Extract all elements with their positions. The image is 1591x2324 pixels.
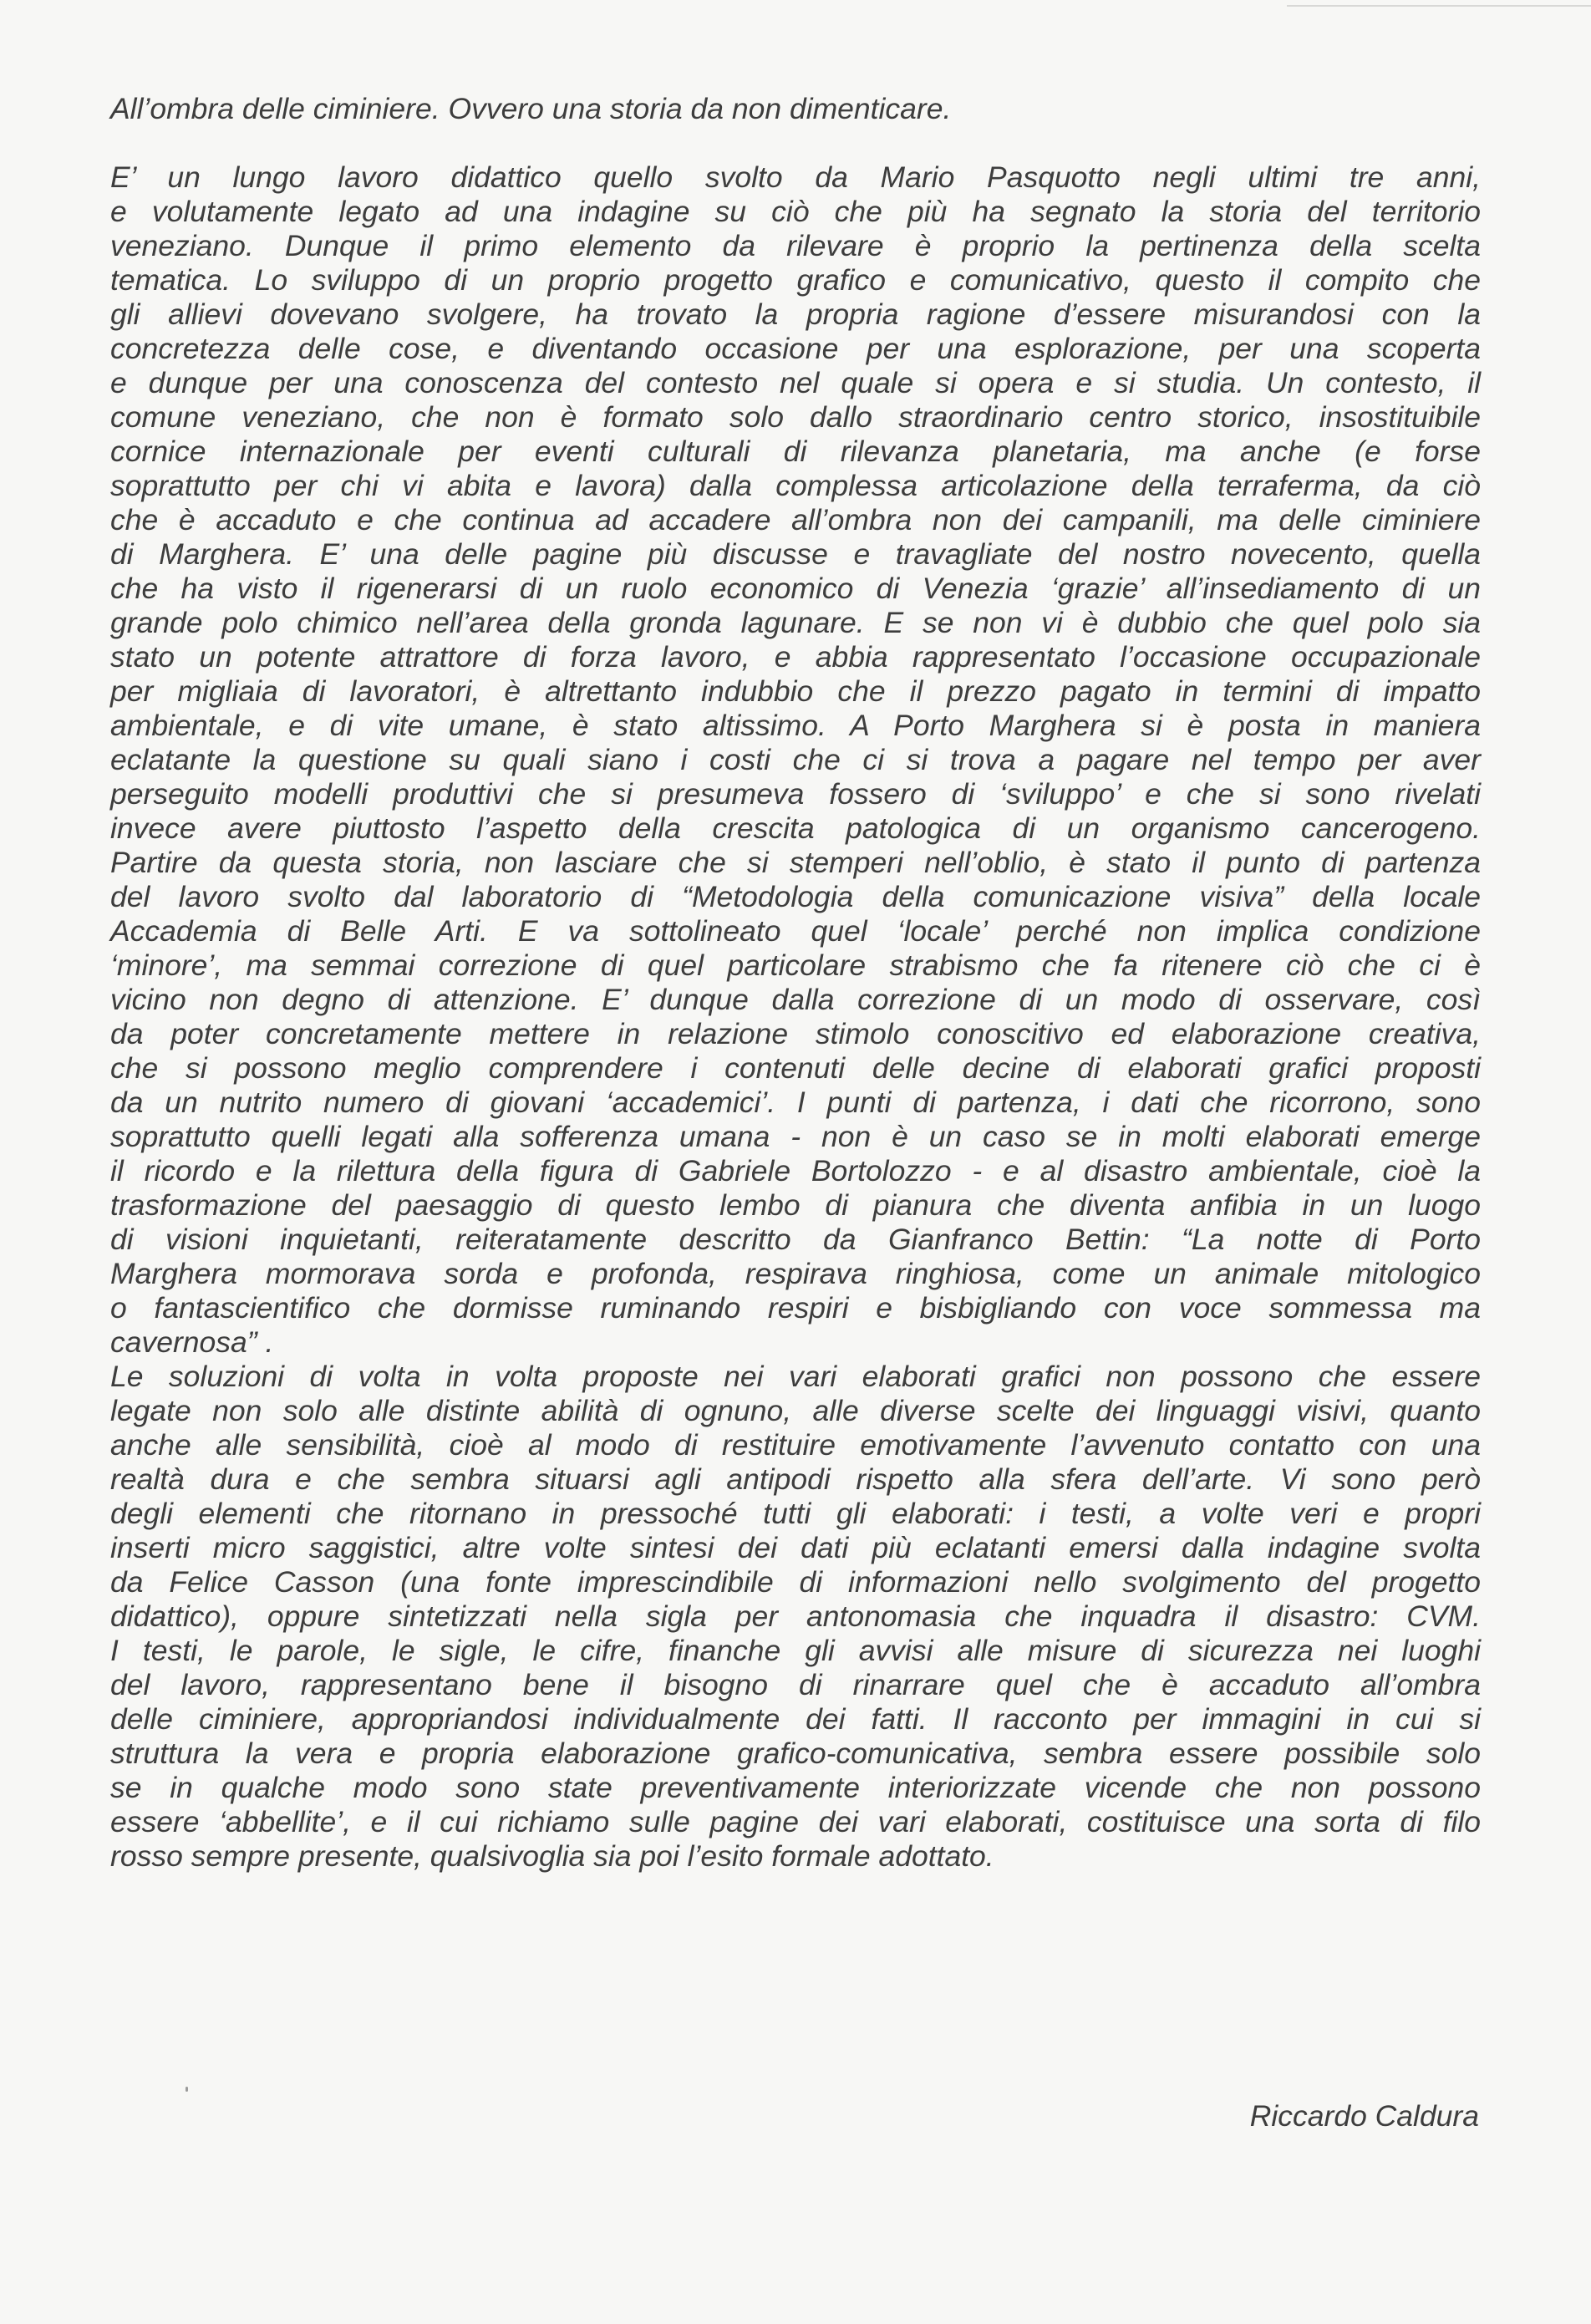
body-text-line: gli allievi dovevano svolgere, ha trovato la propria ragione d’essere misurandosi con la [110, 297, 1481, 331]
body-text-line: veneziano. Dunque il primo elemento da rilevare è proprio la pertinenza della scelta [110, 229, 1481, 262]
body-text-line: E’ un lungo lavoro didattico quello svolto da Mario Pasquotto negli ultimi tre anni, [110, 160, 1481, 194]
body-text-line: Le soluzioni di volta in volta proposte nei vari elaborati grafici non possono che essere [110, 1360, 1481, 1393]
body-text-line: da un nutrito numero di giovani ‘accademici’. I punti di partenza, i dati che ricorrono, sono [110, 1086, 1481, 1119]
body-text-line: ‘minore’, ma semmai correzione di quel particolare strabismo che fa ritenere ciò che ci è [110, 948, 1481, 982]
body-text-line: Partire da questa storia, non lasciare che si stemperi nell’oblio, è stato il punto di partenza [110, 846, 1481, 879]
body-text-line: Accademia di Belle Arti. E va sottolineato quel ‘locale’ perché non implica condizione [110, 914, 1481, 948]
body-text-line: comune veneziano, che non è formato solo dallo straordinario centro storico, insostituibile [110, 400, 1481, 434]
body-text-line: trasformazione del paesaggio di questo lembo di pianura che diventa anfibia in un luogo [110, 1188, 1481, 1222]
body-text-line: se in qualche modo sono state preventivamente interiorizzate vicende che non possono [110, 1771, 1481, 1804]
body-text-line: di Marghera. E’ una delle pagine più discusse e travagliate del nostro novecento, quella [110, 537, 1481, 571]
body-text-line: soprattutto quelli legati alla sofferenza umana - non è un caso se in molti elaborati emerge [110, 1120, 1481, 1153]
body-text-line: perseguito modelli produttivi che si presumeva fossero di ‘sviluppo’ e che si sono rivelati [110, 777, 1481, 811]
body-text-line: ambientale, e di vite umane, è stato altissimo. A Porto Marghera si è posta in maniera [110, 709, 1481, 742]
body-text-line: da poter concretamente mettere in relazione stimolo conoscitivo ed elaborazione creativa, [110, 1017, 1481, 1050]
body-text-line: del lavoro svolto dal laboratorio di “Metodologia della comunicazione visiva” della locale [110, 880, 1481, 913]
body-text-line: invece avere piuttosto l’aspetto della crescita patologica di un organismo cancerogeno. [110, 811, 1481, 845]
body-text-line: stato un potente attrattore di forza lavoro, e abbia rappresentato l’occasione occupazionale [110, 640, 1481, 674]
body-text-line: per migliaia di lavoratori, è altrettanto indubbio che il prezzo pagato in termini di impatto [110, 674, 1481, 708]
body-text-line: anche alle sensibilità, cioè al modo di restituire emotivamente l’avvenuto contatto con una [110, 1428, 1481, 1462]
body-text-line: il ricordo e la rilettura della figura di Gabriele Bortolozzo - e al disastro ambientale, cioè la [110, 1154, 1481, 1187]
body-text-line: delle ciminiere, appropriandosi individualmente dei fatti. Il racconto per immagini in cui si [110, 1702, 1481, 1736]
body-text-line: struttura la vera e propria elaborazione grafico-comunicativa, sembra essere possibile solo [110, 1737, 1481, 1770]
body-text-line: che è accaduto e che continua ad accadere all’ombra non dei campanili, ma delle ciminiere [110, 503, 1481, 537]
body-text-line: da Felice Casson (una fonte imprescindibile di informazioni nello svolgimento del progetto [110, 1565, 1481, 1599]
body-text-line: del lavoro, rappresentano bene il bisogno di rinarrare quel che è accaduto all’ombra [110, 1668, 1481, 1701]
body-text-line: tematica. Lo sviluppo di un proprio progetto grafico e comunicativo, questo il compito che [110, 263, 1481, 297]
body-text-line: e volutamente legato ad una indagine su ciò che più ha segnato la storia del territorio [110, 195, 1481, 228]
article-text [110, 92, 1481, 1874]
body-text-line: essere ‘abbellite’, e il cui richiamo sulle pagine dei vari elaborati, costituisce una sorta di filo [110, 1805, 1481, 1838]
body-text-line: degli elementi che ritornano in pressoché tutti gli elaborati: i testi, a volte veri e propri [110, 1497, 1481, 1530]
paper-speck [186, 2087, 188, 2092]
body-text-line: cavernosa” . [110, 1325, 274, 1359]
article-title: All’ombra delle ciminiere. Ovvero una storia da non dimenticare. [110, 92, 952, 125]
body-text-line: vicino non degno di attenzione. E’ dunque dalla correzione di un modo di osservare, così [110, 983, 1481, 1016]
body-text-line: cornice internazionale per eventi culturali di rilevanza planetaria, ma anche (e forse [110, 435, 1481, 468]
body-text-line: legate non solo alle distinte abilità di ognuno, alle diverse scelte dei linguaggi visivi, quanto [110, 1394, 1481, 1427]
body-text-line: che si possono meglio comprendere i contenuti delle decine di elaborati grafici proposti [110, 1051, 1481, 1085]
body-text-line: didattico), oppure sintetizzati nella sigla per antonomasia che inquadra il disastro: CVM. [110, 1599, 1481, 1633]
body-text-line: I testi, le parole, le sigle, le cifre, finanche gli avvisi alle misure di sicurezza nei luoghi [110, 1634, 1481, 1667]
body-text-line: rosso sempre presente, qualsivoglia sia poi l’esito formale adottato. [110, 1839, 994, 1873]
body-text-line: soprattutto per chi vi abita e lavora) dalla complessa articolazione della terraferma, da ciò [110, 469, 1481, 502]
body-text-line: di visioni inquietanti, reiteratamente descritto da Gianfranco Bettin: “La notte di Porto [110, 1223, 1481, 1256]
body-text-line: e dunque per una conoscenza del contesto nel quale si opera e si studia. Un contesto, il [110, 366, 1481, 399]
body-text-line: o fantascientifico che dormisse ruminando respiri e bisbigliando con voce sommessa ma [110, 1291, 1481, 1325]
top-edge-rule [1287, 5, 1591, 7]
body-text-line: che ha visto il rigenerarsi di un ruolo economico di Venezia ‘grazie’ all’insediamento di un [110, 572, 1481, 605]
body-text-line: concretezza delle cose, e diventando occasione per una esplorazione, per una scoperta [110, 332, 1481, 365]
article-body [110, 160, 1481, 1874]
body-text-line: realtà dura e che sembra situarsi agli antipodi rispetto alla sfera dell’arte. Vi sono però [110, 1462, 1481, 1496]
body-text-line: grande polo chimico nell’area della gronda lagunare. E se non vi è dubbio che quel polo sia [110, 606, 1481, 639]
author-signature: Riccardo Caldura [1249, 2099, 1479, 2133]
body-text-line: inserti micro saggistici, altre volte sintesi dei dati più eclatanti emersi dalla indagine svolta [110, 1531, 1481, 1564]
body-text-line: eclatante la questione su quali siano i costi che ci si trova a pagare nel tempo per aver [110, 743, 1481, 776]
body-text-line: Marghera mormorava sorda e profonda, respirava ringhiosa, come un animale mitologico [110, 1257, 1481, 1290]
